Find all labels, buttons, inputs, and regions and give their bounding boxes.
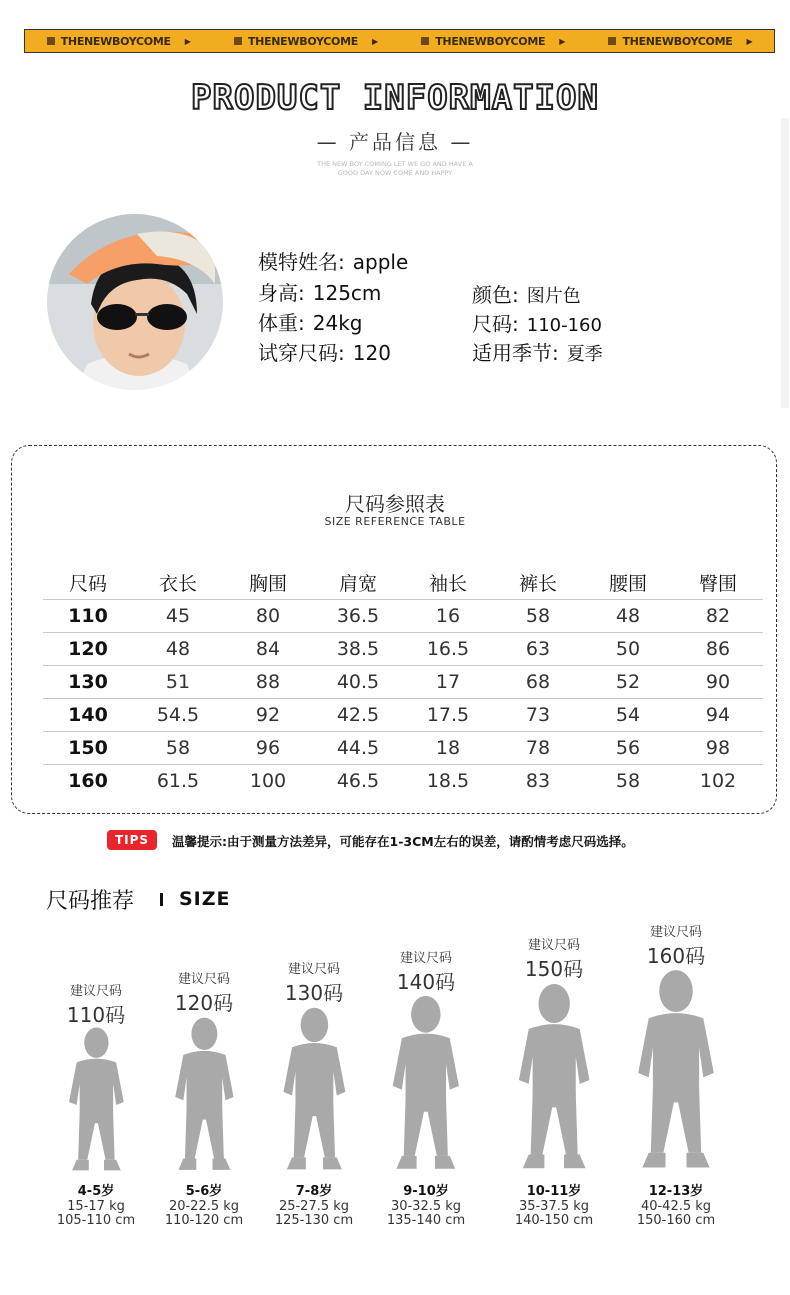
tips-text: 温馨提示:由于测量方法差异，可能存在1-3CM左右的误差，请酌情考虑尺码选择。	[172, 834, 634, 849]
square-icon	[608, 37, 616, 45]
table-header-cell: 肩宽	[338, 573, 377, 595]
table-header-cell: 尺码	[68, 573, 107, 595]
triangle-right-icon: ▶	[184, 36, 191, 46]
size-table-title: 尺码参照表	[345, 492, 445, 516]
table-cell: 120	[68, 638, 108, 660]
kid-size-stats	[41, 1184, 151, 1228]
kid-size-caption	[41, 980, 151, 1028]
size-table	[43, 566, 763, 797]
weight-range: 20-22.5 kg	[168, 1199, 240, 1214]
weight-range: 40-42.5 kg	[640, 1199, 712, 1214]
suggested-size-code: 110码	[66, 1003, 126, 1027]
age-range: 10-11岁	[526, 1184, 582, 1199]
table-cell: 16	[435, 605, 461, 627]
tips-badge: TIPS	[107, 830, 157, 850]
table-header-cell: 胸围	[248, 573, 287, 595]
table-cell: 18.5	[426, 770, 470, 792]
suggested-size-label: 建议尺码	[527, 938, 580, 953]
table-cell: 58	[525, 605, 551, 627]
square-icon	[421, 37, 429, 45]
model-trial-size: 试穿尺码: 120	[258, 341, 391, 365]
age-range: 5-6岁	[185, 1184, 223, 1199]
side-divider	[781, 118, 789, 408]
kid-size-stats	[499, 1184, 609, 1228]
table-cell: 58	[165, 737, 191, 759]
table-cell: 92	[255, 704, 281, 726]
kid-size-stats	[621, 1184, 731, 1228]
tagline: THE NEW BOY COMING LET WE GO AND HAVE A GOOD DAY NOW COME AND HAPPY	[317, 160, 473, 177]
table-cell: 40.5	[336, 671, 380, 693]
top-banner	[24, 29, 775, 53]
age-range: 7-8岁	[295, 1184, 333, 1199]
kid-silhouette-icon	[515, 982, 593, 1178]
page-subtitle: — 产品信息 —	[316, 130, 474, 154]
square-icon	[47, 37, 55, 45]
height-range: 105-110 cm	[56, 1213, 136, 1228]
table-cell: 90	[705, 671, 731, 693]
recommend-size-word: SIZE	[179, 888, 231, 910]
triangle-right-icon: ▶	[746, 36, 753, 46]
title-divider	[160, 893, 163, 906]
table-cell: 110	[68, 605, 108, 627]
page-title: PRODUCT INFORMATION	[191, 78, 599, 118]
kid-size-caption	[499, 934, 609, 982]
age-range: 4-5岁	[77, 1184, 115, 1199]
table-cell: 73	[525, 704, 551, 726]
table-cell: 36.5	[336, 605, 380, 627]
table-cell: 18	[435, 737, 461, 759]
table-row	[43, 632, 763, 665]
table-row	[43, 731, 763, 764]
weight-range: 15-17 kg	[67, 1199, 125, 1214]
table-cell: 17.5	[426, 704, 470, 726]
table-cell: 63	[525, 638, 551, 660]
table-cell: 16.5	[426, 638, 470, 660]
suggested-size-code: 160码	[646, 944, 706, 968]
height-range: 135-140 cm	[386, 1213, 466, 1228]
model-name: 模特姓名: apple	[258, 250, 409, 274]
table-cell: 94	[705, 704, 731, 726]
triangle-right-icon: ▶	[559, 36, 566, 46]
table-cell: 96	[255, 737, 281, 759]
table-cell: 50	[615, 638, 641, 660]
suggested-size-label: 建议尺码	[287, 962, 340, 977]
table-cell: 88	[255, 671, 281, 693]
height-range: 140-150 cm	[514, 1213, 594, 1228]
model-height: 身高: 125cm	[258, 281, 382, 305]
size-table-subtitle: SIZE REFERENCE TABLE	[324, 515, 466, 528]
weight-range: 30-32.5 kg	[390, 1199, 462, 1214]
table-cell: 98	[705, 737, 731, 759]
table-row	[43, 599, 763, 632]
table-cell: 84	[255, 638, 281, 660]
table-cell: 44.5	[336, 737, 380, 759]
square-icon	[234, 37, 242, 45]
product-size-range: 尺码: 110-160	[472, 312, 602, 336]
table-cell: 42.5	[336, 704, 380, 726]
table-cell: 150	[68, 737, 108, 759]
kid-size-caption	[259, 958, 369, 1006]
banner-item: THENEWBOYCOME ▶	[212, 35, 399, 48]
suggested-size-code: 150码	[524, 957, 584, 981]
table-header-cell: 臀围	[698, 573, 737, 595]
product-color: 颜色: 图片色	[472, 283, 581, 307]
table-header-cell: 袖长	[428, 573, 467, 595]
table-cell: 45	[165, 605, 191, 627]
table-cell: 80	[255, 605, 281, 627]
table-cell: 48	[615, 605, 641, 627]
table-cell: 140	[68, 704, 108, 726]
triangle-right-icon: ▶	[371, 36, 378, 46]
kid-size-caption	[371, 947, 481, 995]
table-cell: 82	[705, 605, 731, 627]
table-cell: 46.5	[336, 770, 380, 792]
table-cell: 83	[525, 770, 551, 792]
table-cell: 61.5	[156, 770, 200, 792]
table-cell: 48	[165, 638, 191, 660]
model-weight: 体重: 24kg	[258, 311, 363, 335]
table-header-cell: 衣长	[158, 573, 197, 595]
table-cell: 86	[705, 638, 731, 660]
product-season: 适用季节: 夏季	[472, 341, 603, 365]
suggested-size-code: 120码	[174, 991, 234, 1015]
table-cell: 56	[615, 737, 641, 759]
table-row	[43, 698, 763, 731]
table-cell: 54.5	[156, 704, 200, 726]
table-cell: 51	[165, 671, 191, 693]
weight-range: 25-27.5 kg	[278, 1199, 350, 1214]
kid-size-caption	[621, 921, 731, 969]
kid-silhouette-icon	[280, 1006, 349, 1178]
age-range: 12-13岁	[648, 1184, 704, 1199]
table-header-cell: 腰围	[608, 573, 647, 595]
model-photo	[47, 214, 223, 390]
kid-silhouette-icon	[66, 1026, 127, 1178]
height-range: 125-130 cm	[274, 1213, 354, 1228]
kid-size-stats	[371, 1184, 481, 1228]
table-cell: 102	[699, 770, 737, 792]
weight-range: 35-37.5 kg	[518, 1199, 590, 1214]
recommend-title: 尺码推荐	[46, 889, 135, 914]
banner-item: THENEWBOYCOME ▶	[25, 35, 212, 48]
kid-size-stats	[259, 1184, 369, 1228]
suggested-size-code: 140码	[396, 970, 456, 994]
height-range: 150-160 cm	[636, 1213, 716, 1228]
kid-size-caption	[149, 968, 259, 1016]
kid-silhouette-icon	[172, 1016, 237, 1178]
table-cell: 68	[525, 671, 551, 693]
table-cell: 38.5	[336, 638, 380, 660]
table-cell: 58	[615, 770, 641, 792]
table-row	[43, 764, 763, 797]
table-cell: 160	[68, 770, 108, 792]
suggested-size-label: 建议尺码	[177, 972, 230, 987]
table-cell: 52	[615, 671, 641, 693]
table-row	[43, 665, 763, 698]
table-cell: 130	[68, 671, 108, 693]
age-range: 9-10岁	[403, 1184, 449, 1199]
kid-size-stats	[149, 1184, 259, 1228]
table-cell: 17	[435, 671, 461, 693]
suggested-size-label: 建议尺码	[399, 951, 452, 966]
table-header-cell: 裤长	[518, 573, 557, 595]
suggested-size-label: 建议尺码	[69, 984, 122, 999]
banner-item: THENEWBOYCOME ▶	[587, 35, 774, 48]
kid-silhouette-icon	[389, 994, 463, 1178]
table-header-row	[43, 566, 763, 599]
suggested-size-code: 130码	[284, 981, 344, 1005]
table-cell: 100	[249, 770, 287, 792]
banner-item: THENEWBOYCOME ▶	[400, 35, 587, 48]
table-cell: 54	[615, 704, 641, 726]
kid-silhouette-icon	[634, 968, 718, 1178]
table-cell: 78	[525, 737, 551, 759]
suggested-size-label: 建议尺码	[649, 925, 702, 940]
height-range: 110-120 cm	[164, 1213, 244, 1228]
